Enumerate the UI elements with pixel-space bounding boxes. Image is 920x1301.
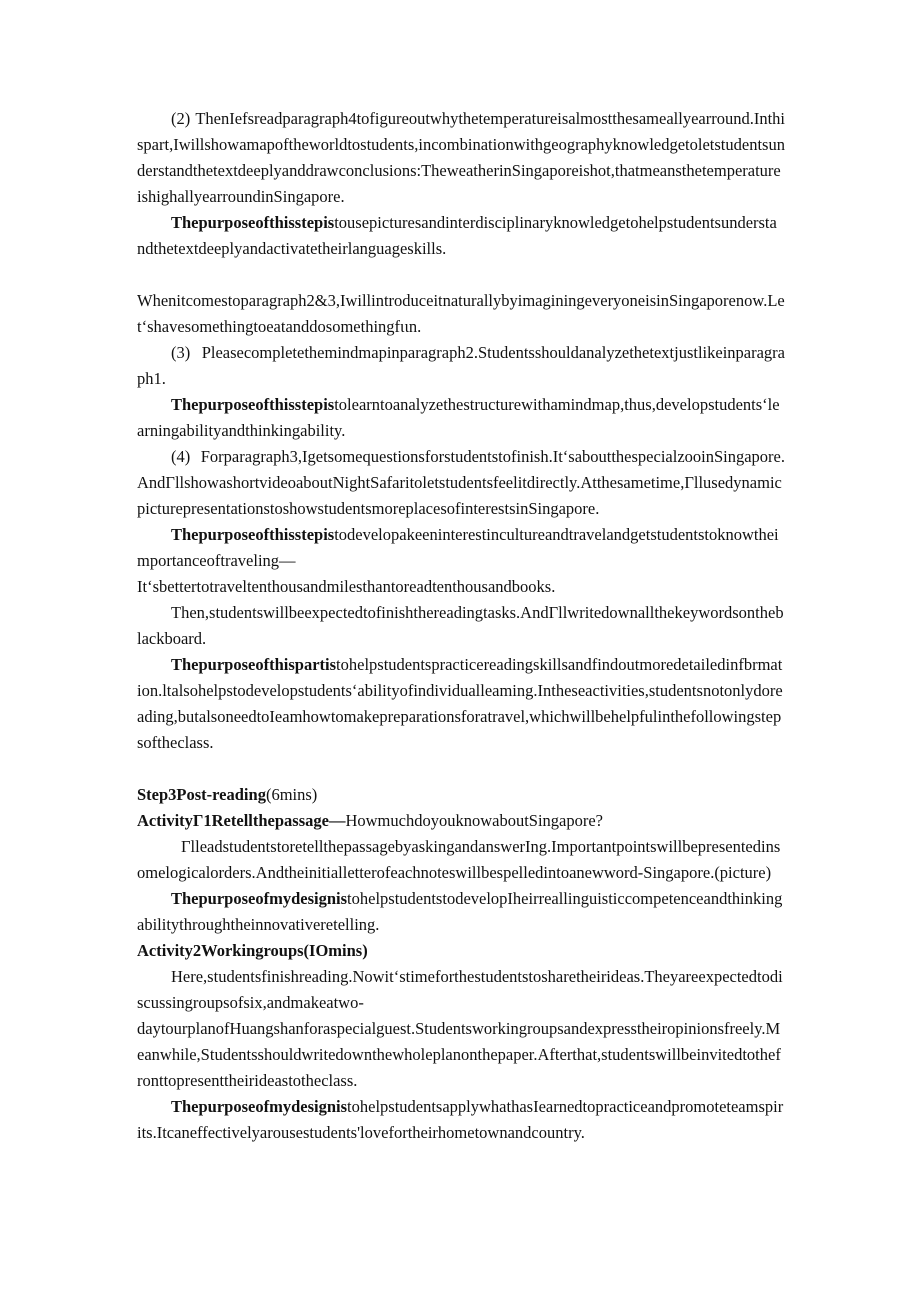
document-body bbox=[137, 106, 785, 1146]
purpose-label: Thepurposeofthisstepis bbox=[171, 395, 335, 414]
purpose-label: Thepurposeofthisstepis bbox=[171, 213, 335, 232]
purpose-paragraph-3-continued: It‘sbettertotraveltenthousandmilesthantoreadtenthousandbooks. bbox=[137, 577, 556, 596]
purpose-label: Thepurposeofmydesignis bbox=[171, 1097, 348, 1116]
paragraph-groupwork-continued: daytourplanofHuangshanforaspecialguest.Studentsworkingroupsandexpresstheiropinionsfreely.Meanwhile,Studentsshouldwritedownthewholeplanonthepaper.Afterthat,studentswillbeinvitedtothefronttopresenttheirideastotheclass. bbox=[137, 1019, 781, 1090]
step3-heading: Step3Post-reading(6mins) bbox=[137, 785, 318, 804]
purpose-paragraph-4: Thepurposeofthispartistohelpstudentspracticereadingskillsandfindoutmoredetailedinfbrmation.ltalsohelpstodevelopstudents‘abilityofindividualleaming.Intheseactivities,studentsnotonlydoreading,butalsoneedtoIeamhowtomakepreparationsforatravel,whichwillbehelpfulinthefollowingstepsoftheclass. bbox=[137, 655, 783, 752]
paragraph-reading-tasks: Then,studentswillbeexpectedtofinishthereadingtasks.AndΓllwritedownallthekeywordsontheblackboard. bbox=[137, 603, 784, 648]
activity2-heading: Activity2Workingroups(IOmins) bbox=[137, 941, 368, 960]
paragraph-step2-item4: (4) Forparagraph3,Igetsomequestionsforstudentstofinish.It‘saboutthespecialzooinSingapore.AndΓllshowashortvideoaboutNightSafaritoletstudentsfeelitdirectly.Atthesametime,ΓllusedynamicpicturepresentationstoshowstudentsmoreplacesofinterestsinSingapore. bbox=[137, 447, 785, 518]
purpose-paragraph-2: Thepurposeofthisstepistolearntoanalyzethestructurewithamindmap,thus,developstudents‘learningabilityandthinkingability. bbox=[137, 395, 780, 440]
purpose-label: Thepurposeofthisstepis bbox=[171, 525, 335, 544]
activity1-heading: ActivityΓ1Retellthepassage—HowmuchdoyouknowaboutSingapore? bbox=[137, 811, 604, 830]
purpose-paragraph-1: Thepurposeofthisstepistousepicturesandinterdisciplinaryknowledgetohelpstudentsunderstandthetextdeeplyandactivatetheirlanguageskills. bbox=[137, 213, 777, 258]
paragraph-groupwork: Here,studentsfinishreading.Nowit‘stimeforthestudentstosharetheirideas.Theyareexpectedtodiscussingroupsofsix,andmakeatwo- bbox=[137, 967, 783, 1012]
paragraph-transition: Whenitcomestoparagraph2&3,IwillintroduceitnaturallybyimaginingeveryoneisinSingaporenow.Let‘shavesomethingtoeatanddosomethingfιιn. bbox=[137, 291, 785, 336]
paragraph-step2-item2: (2) ThenIefsreadparagraph4tofigureoutwhythetemperatureisalmostthesameallyearround.Inthispart,Iwillshowamapoftheworldtostudents,incombinationwithgeographyknowledgetoletstudentsunderstandthetextdeeplyanddrawconclusions:TheweatherinSingaporeishot,thatmeansthetemperatureishighallyearroundinSingapore. bbox=[137, 109, 785, 206]
paragraph-step2-item3: (3) Pleasecompletethemindmapinparagraph2.Studentsshouldanalyzethetextjustlikeinparagraph1. bbox=[137, 343, 785, 388]
paragraph-retell: ΓlleadstudentstoretellthepassagebyaskingandanswerIng.Importantpointswillbepresentedinsomelogicalorders.Andtheinitialletterofeachnoteswillbespelledintoanewword-Singapore.(picture) bbox=[137, 837, 781, 882]
purpose-paragraph-5: ThepurposeofmydesignistohelpstudentstodevelopIheirreallinguisticcompetenceandthinkingabilitythroughtheinnovativeretelling. bbox=[137, 889, 783, 934]
purpose-paragraph-6: ThepurposeofmydesignistohelpstudentsapplywhathasIearnedtopracticeandpromoteteamspirits.Itcaneffectivelyarousestudents'lovefortheirhometownandcountry. bbox=[137, 1097, 784, 1142]
purpose-paragraph-3: Thepurposeofthisstepistodevelopakeeninterestincultureandtravelandgetstudentstoknowtheimportanceoftraveling— bbox=[137, 525, 779, 570]
purpose-label: Thepurposeofthispartis bbox=[171, 655, 337, 674]
purpose-label: Thepurposeofmydesignis bbox=[171, 889, 348, 908]
